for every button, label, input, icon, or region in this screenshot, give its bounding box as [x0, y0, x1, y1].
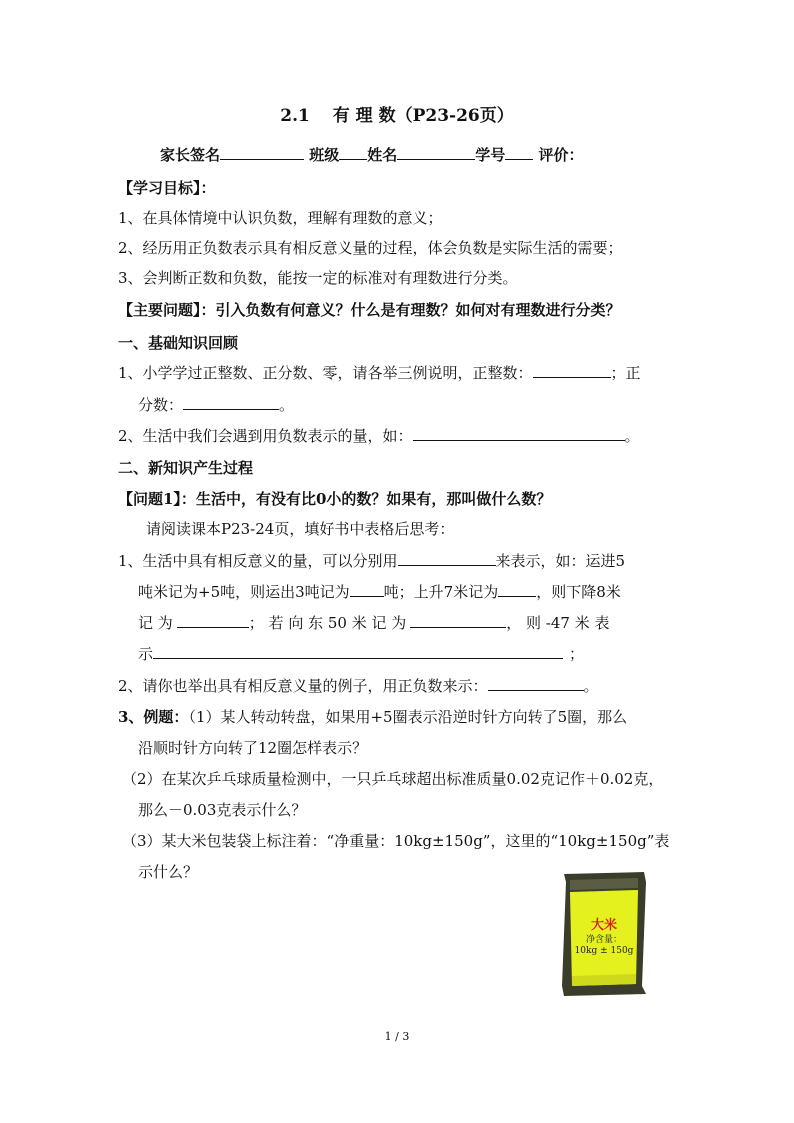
item1-text-j: ；: [569, 645, 585, 663]
bag-net-label: 净含量：: [585, 935, 622, 945]
item1-text-f: 记 为: [138, 614, 173, 632]
rise-blank: [498, 582, 536, 597]
item1-text-b: 来表示，如：运进5: [495, 552, 626, 570]
q1-text-tail: ；正: [610, 364, 641, 382]
example3-line1: （3）某大米包装袋上标注着：“净重量：10kg±150g”，这里的“10kg±150g”表: [122, 832, 670, 850]
section1-q2: [118, 426, 640, 446]
descend-blank: [177, 613, 249, 628]
objective-item-2: 2、经历用正负数表示具有相反意义量的过程，体会负数是实际生活的需要；: [118, 239, 623, 257]
objective-item-3: 3、会判断正数和负数，能按一定的标准对有理数进行分类。: [118, 269, 518, 287]
header-fields: [160, 145, 584, 165]
item1-text-g: ； 若 向 东 50 米 记 为: [248, 614, 407, 632]
page-title: 2.1 有 理 数（P23-26页）: [280, 106, 514, 126]
positive-fraction-blank: [183, 395, 279, 410]
item1-text-a: 1、生活中具有相反意义的量，可以分别用: [118, 552, 398, 570]
objective-item-1: 1、在具体情境中认识负数，理解有理数的意义；: [118, 209, 443, 227]
read-instruction: 请阅读课本P23-24页，填好书中表格后思考：: [146, 520, 455, 538]
ship-out-blank: [350, 582, 384, 597]
item1-text-d: 吨；上升7米记为: [383, 583, 499, 601]
item2-text: 2、请你也举出具有相反意义量的例子，用正负数来示：: [118, 677, 488, 695]
item1-text-c: 吨米记为+5吨，则运出3吨记为: [138, 583, 350, 601]
example1-line2: 沿顺时针方向转了12圈怎样表示？: [138, 739, 368, 757]
section2-heading: 二、新知识产生过程: [118, 459, 254, 477]
own-example-blank: [488, 676, 584, 691]
section1-q1-line1: [118, 363, 641, 383]
example-label: 3、例题：: [118, 708, 189, 726]
q2-period: 。: [624, 427, 640, 445]
q1-period: 。: [279, 396, 295, 414]
item1-line2: [138, 582, 621, 602]
example2-line1: （2）在某次乒乓球质量检测中，一只乒乓球超出标准质量0.02克记作＋0.02克，: [122, 770, 664, 788]
section1-heading: 一、基础知识回顾: [118, 334, 239, 352]
bag-weight: 10kg ± 150g: [574, 946, 634, 956]
item1-text-i: 示: [138, 645, 154, 663]
item2: [118, 676, 599, 696]
id-label: 学号: [475, 146, 506, 164]
positive-integer-blank: [533, 363, 611, 378]
negative-example-blank: [413, 426, 625, 441]
page-number: 1 / 3: [384, 1030, 410, 1043]
class-blank: [339, 145, 367, 160]
item1-text-h: ， 则 -47 米 表: [506, 614, 610, 632]
example3-line2: 示什么？: [138, 863, 199, 881]
item1-line4: [138, 644, 584, 664]
eval-label: 评价：: [538, 146, 584, 164]
opposite-quantity-blank: [398, 551, 496, 566]
name-label: 姓名: [367, 146, 398, 164]
item1-text-e: ，则下降8米: [536, 583, 621, 601]
main-question: 【主要问题】：引入负数有何意义？什么是有理数？如何对有理数进行分类？: [118, 301, 621, 319]
objectives-heading: 【学习目标】：: [118, 179, 216, 197]
q1-fraction-label: 分数：: [138, 396, 184, 414]
name-blank: [397, 145, 475, 160]
example1-text: （1）某人转动转盘，如果用+5圈表示沿逆时针方向转了5圈，那么: [188, 708, 628, 726]
class-label: 班级: [309, 146, 340, 164]
q1-text: 1、小学学过正整数、正分数、零，请各举三例说明，正整数：: [118, 364, 533, 382]
rice-bag-image: [558, 868, 650, 998]
item2-period: 。: [583, 677, 599, 695]
minus47-blank: [153, 644, 563, 659]
problem1: 【问题1】：生活中，有没有比0小的数？如果有，那叫做什么数？: [118, 490, 552, 508]
parent-sign-blank: [220, 145, 304, 160]
bag-product-name: 大米: [590, 918, 617, 933]
example2-line2: 那么－0.03克表示什么？: [138, 801, 307, 819]
q2-text: 2、生活中我们会遇到用负数表示的量，如：: [118, 427, 413, 445]
parent-sign-label: 家长签名: [160, 146, 221, 164]
item3-line1: [118, 707, 627, 727]
section1-q1-line2: [138, 395, 294, 415]
east-blank: [410, 613, 506, 628]
id-blank: [505, 145, 533, 160]
item1-line1: [118, 551, 625, 571]
item1-line3: [138, 613, 609, 633]
